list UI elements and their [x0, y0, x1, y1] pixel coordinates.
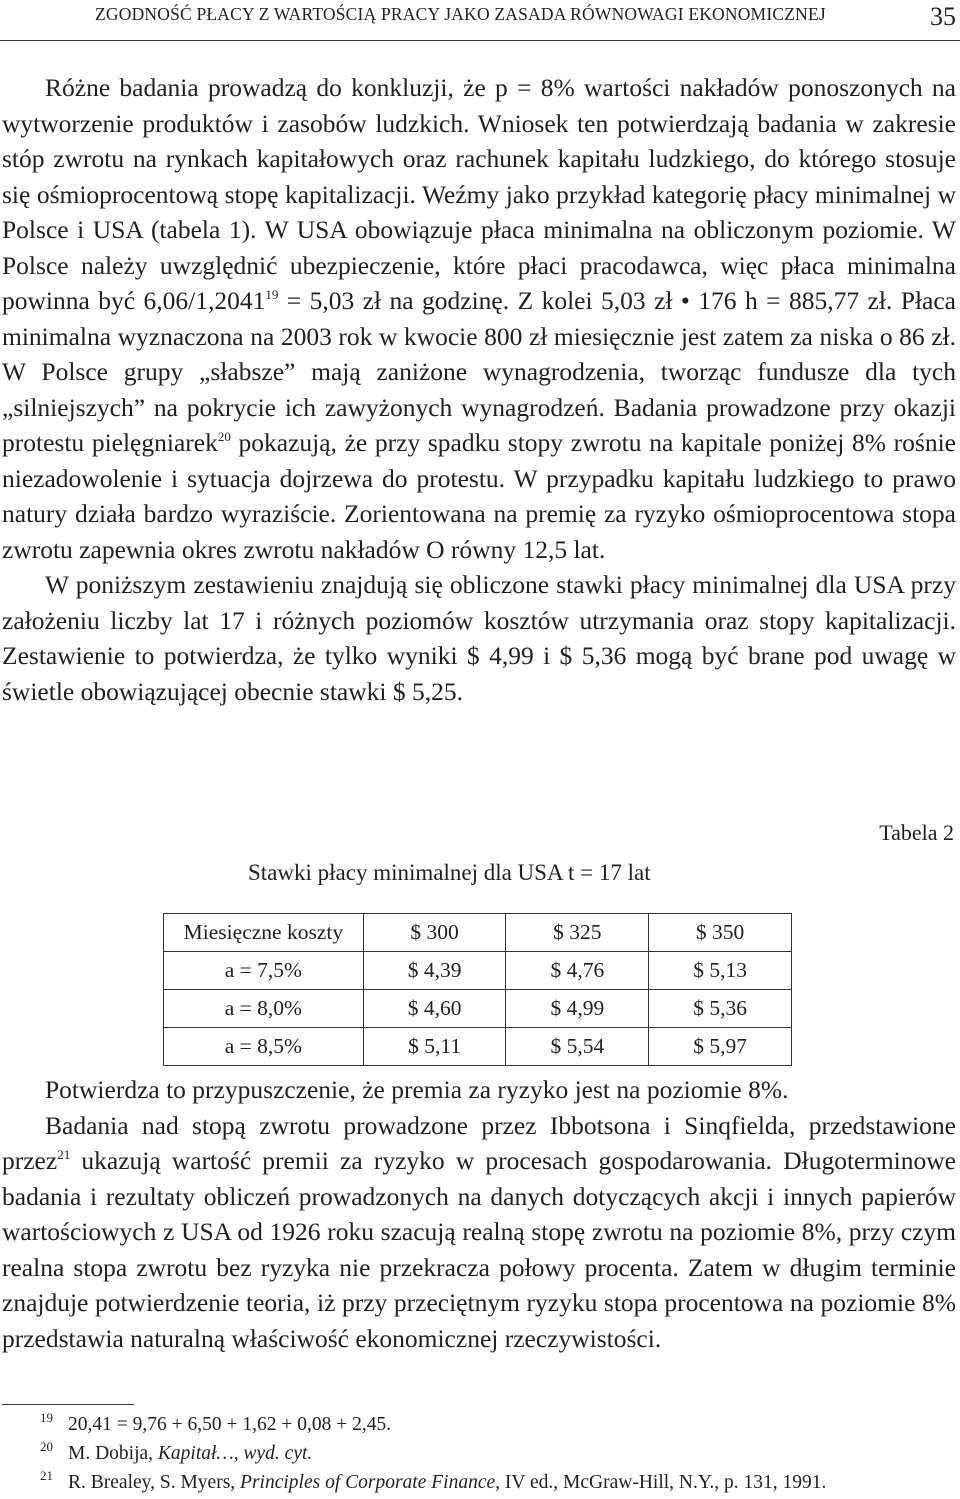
table-header-cell: $ 300	[363, 914, 506, 952]
paragraph-text: pokazują, że przy spadku stopy zwrotu na kapitale poniżej 8% rośnie niezadowolenie i sytuacja dojrzewa do protestu. W przypadku kapitału ludzkiego to prawo natury działa bardzo wyraziście. Zorientowana na premię za ryzyko ośmioprocentowa stopa zwrotu zapewnia okres zwrotu nakładów O równy 12,5 lat.	[2, 428, 957, 564]
table-title: Stawki płacy minimalnej dla USA t = 17 lat	[248, 860, 651, 885]
body-text-bottom	[2, 1072, 956, 1356]
footnote-divider	[2, 1404, 134, 1405]
footnote-text-italic: Kapitał…, wyd. cyt.	[157, 1443, 313, 1464]
table-header-row	[164, 914, 792, 952]
table-cell: $ 4,76	[506, 952, 649, 990]
footnote-text-after: , IV ed., McGraw-Hill, N.Y., p. 131, 1991.	[495, 1472, 827, 1493]
footnote-ref[interactable]: 20	[217, 429, 231, 444]
table-cell: a = 7,5%	[164, 952, 364, 990]
table-cell: $ 5,54	[506, 1028, 649, 1066]
footnote-text	[68, 1443, 312, 1465]
table-cell: $ 5,13	[649, 952, 792, 990]
paragraph: Potwierdza to przypuszczenie, że premia za ryzyko jest na poziomie 8%.	[45, 1075, 789, 1104]
table-cell: $ 4,99	[506, 990, 649, 1028]
footnote-text: 20,41 = 9,76 + 6,50 + 1,62 + 0,08 + 2,45.	[68, 1414, 392, 1435]
body-text-top	[2, 70, 956, 709]
table-cell: $ 5,36	[649, 990, 792, 1028]
running-title: ZGODNOŚĆ PŁACY Z WARTOŚCIĄ PRACY JAKO ZASADA RÓWNOWAGI EKONOMICZNEJ	[95, 4, 826, 24]
paragraph-text: Badania nad stopą zwrotu prowadzone przez Ibbotsona i Sinqfielda, przedstawione przez	[2, 1110, 956, 1175]
footnote-text	[68, 1472, 826, 1494]
table-header-cell: Miesięczne koszty	[164, 914, 364, 952]
paragraph-text: ukazują wartość premii za ryzyko w procesach gospodarowania. Długoterminowe badania i rezultaty obliczeń prowadzonych na danych dotyczących akcji i innych papierów wartościowych z USA od 1926 roku szacują realną stopę zwrotu na poziomie 8%, przy czym realna stopa zwrotu bez ryzyka nie przekracza połowy procenta. Zatem w długim terminie znajduje potwierdzenie teoria, iż przy przeciętnym ryzyku stopa procentowa na poziomie 8% przedstawia naturalną właściwość ekonomicznej rzeczywistości.	[2, 1146, 956, 1353]
table-cell: $ 5,97	[649, 1028, 792, 1066]
table-row	[164, 990, 792, 1028]
table-cell: $ 4,60	[363, 990, 506, 1028]
table-header-cell: $ 350	[649, 914, 792, 952]
footnote-text-plain: R. Brealey, S. Myers,	[68, 1472, 241, 1493]
footnote-number: 19	[40, 1410, 53, 1425]
table-row	[164, 1028, 792, 1066]
paragraph-text: = 5,03 zł na godzinę. Z kolei 5,03 zł • 176 h = 885,77 zł. Płaca minimalna wyznaczona na 2003 rok w kwocie 800 zł miesięcznie jest zatem za niska o 86 zł. W Polsce grupy „słabsze” mają zaniżone wynagrodzenia, tworząc fundusze dla tych „silniejszych” na pokrycie ich zawyżonych wynagrodzeń. Badania prowadzone przy okazji protestu pielęgniarek	[2, 286, 956, 457]
paragraph	[2, 1108, 956, 1357]
paragraph: W poniższym zestawieniu znajdują się obliczone stawki płacy minimalnej dla USA przy założeniu liczby lat 17 i różnych poziomów kosztów utrzymania oraz stopy kapitalizacji. Zestawienie to potwierdza, że tylko wyniki $ 4,99 i $ 5,36 mogą być brane pod uwagę w świetle obowiązującej obecnie stawki $ 5,25.	[2, 570, 956, 706]
table-cell: a = 8,0%	[164, 990, 364, 1028]
table-cell: $ 5,11	[363, 1028, 506, 1066]
footnote-ref[interactable]: 21	[57, 1147, 71, 1162]
running-header	[0, 0, 960, 41]
footnote-number: 20	[40, 1439, 53, 1454]
table-cell: a = 8,5%	[164, 1028, 364, 1066]
table-label: Tabela 2	[879, 820, 954, 845]
footnote-text-italic: Principles of Corporate Finance	[240, 1472, 496, 1493]
table-row	[164, 952, 792, 990]
page-number: 35	[930, 2, 956, 31]
footnote-text-plain: M. Dobija,	[68, 1443, 158, 1464]
paragraph-text: Różne badania prowadzą do konkluzji, że p = 8% wartości nakładów ponoszonych na wytworzenie produktów i zasobów ludzkich. Wniosek ten potwierdzają badania w zakresie stóp zwrotu na rynkach kapitałowych oraz rachunek kapitału ludzkiego, do którego stosuje się ośmioprocentową stopę kapitalizacji. Weźmy jako przykład kategorię płacy minimalnej w Polsce i USA (tabela 1). W USA obowiązuje płaca minimalna na obliczonym poziomie. W Polsce należy uwzględnić ubezpieczenie, które płaci pracodawca, więc płaca minimalna powinna być 6,06/1,2041	[2, 73, 956, 315]
table-header-cell: $ 325	[506, 914, 649, 952]
footnote-ref[interactable]: 19	[265, 287, 279, 302]
minimum-wage-table	[163, 913, 792, 1066]
footnote-number: 21	[40, 1468, 53, 1483]
table-cell: $ 4,39	[363, 952, 506, 990]
paragraph	[2, 70, 956, 567]
